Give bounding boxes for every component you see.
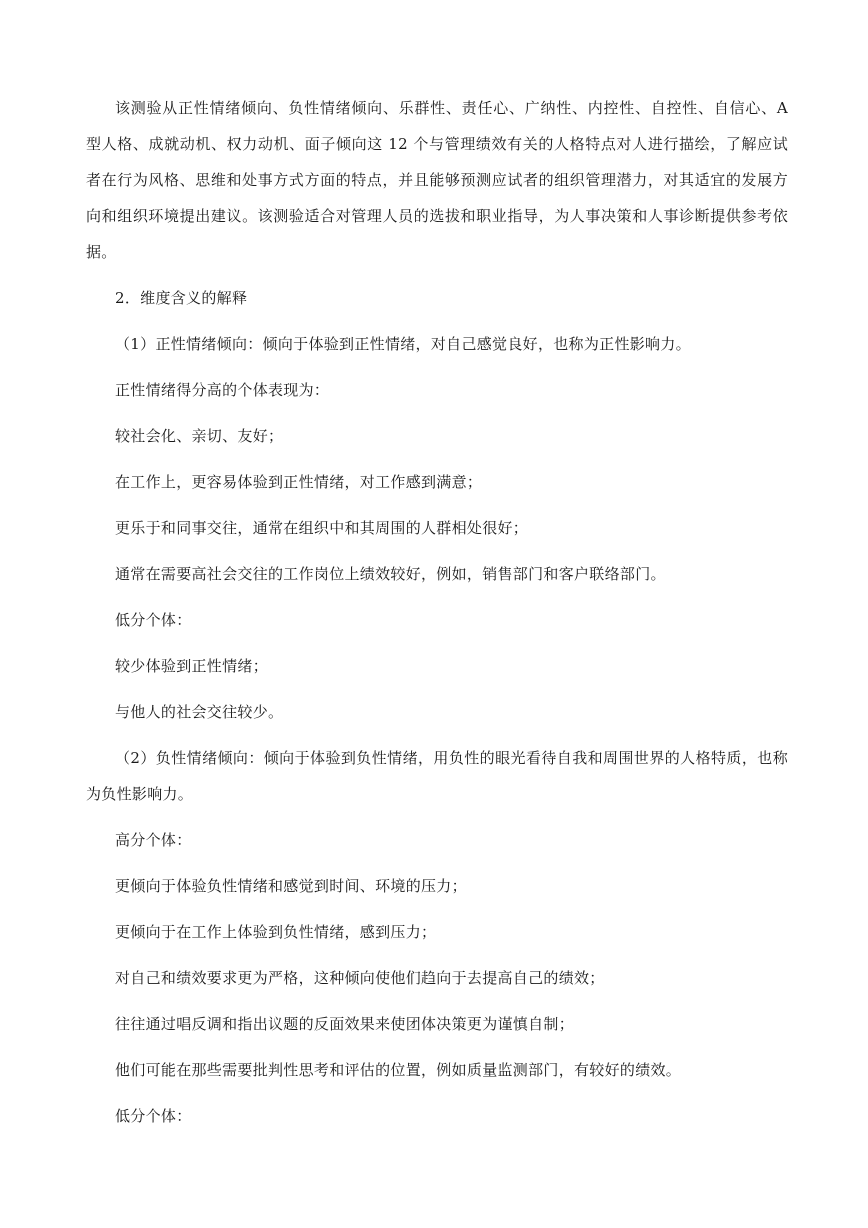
positive-affect-high-item: 通常在需要高社会交往的工作岗位上绩效较好，例如，销售部门和客户联络部门。 bbox=[115, 565, 666, 583]
negative-affect-definition: （2）负性情绪倾向：倾向于体验到负性情绪，用负性的眼光看待自我和周围世界的人格特质，也称为负性影响力。 bbox=[86, 749, 788, 803]
intro-paragraph: 该测验从正性情绪倾向、负性情绪倾向、乐群性、责任心、广纳性、内控性、自控性、自信心、A 型人格、成就动机、权力动机、面子倾向这 12 个与管理绩效有关的人格特点对人进行描绘，了解应试者在行为风格、思维和处事方式方面的特点，并且能够预测应试者的组织管理潜力，对其适宜的发展方向和组织环境提出建议。该测验适合对管理人员的选拔和职业指导，为人事决策和人事诊断提供参考依据。 bbox=[86, 99, 788, 261]
positive-affect-high-intro: 正性情绪得分高的个体表现为： bbox=[115, 381, 330, 399]
positive-affect-low-intro: 低分个体： bbox=[115, 611, 192, 629]
negative-affect-high-intro: 高分个体： bbox=[115, 831, 192, 849]
positive-affect-high-item: 在工作上，更容易体验到正性情绪，对工作感到满意； bbox=[115, 473, 483, 491]
document-body bbox=[86, 90, 788, 1144]
positive-affect-high-item: 较社会化、亲切、友好； bbox=[115, 427, 284, 445]
positive-affect-low-item: 较少体验到正性情绪； bbox=[115, 657, 269, 675]
negative-affect-high-item: 对自己和绩效要求更为严格，这种倾向使他们趋向于去提高自己的绩效； bbox=[115, 969, 605, 987]
negative-affect-high-item: 他们可能在那些需要批判性思考和评估的位置，例如质量监测部门，有较好的绩效。 bbox=[115, 1061, 682, 1079]
negative-affect-low-intro: 低分个体： bbox=[115, 1107, 192, 1125]
negative-affect-high-item: 往往通过唱反调和指出议题的反面效果来使团体决策更为谨慎自制； bbox=[115, 1015, 575, 1033]
positive-affect-low-item: 与他人的社会交往较少。 bbox=[115, 703, 284, 721]
negative-affect-high-item: 更倾向于在工作上体验到负性情绪，感到压力； bbox=[115, 923, 437, 941]
positive-affect-definition: （1）正性情绪倾向：倾向于体验到正性情绪，对自己感觉良好，也称为正性影响力。 bbox=[115, 335, 691, 353]
negative-affect-high-item: 更倾向于体验负性情绪和感觉到时间、环境的压力； bbox=[115, 877, 467, 895]
section-heading-dimension-meaning: 2．维度含义的解释 bbox=[115, 289, 248, 307]
positive-affect-high-item: 更乐于和同事交往，通常在组织中和其周围的人群相处很好； bbox=[115, 519, 529, 537]
